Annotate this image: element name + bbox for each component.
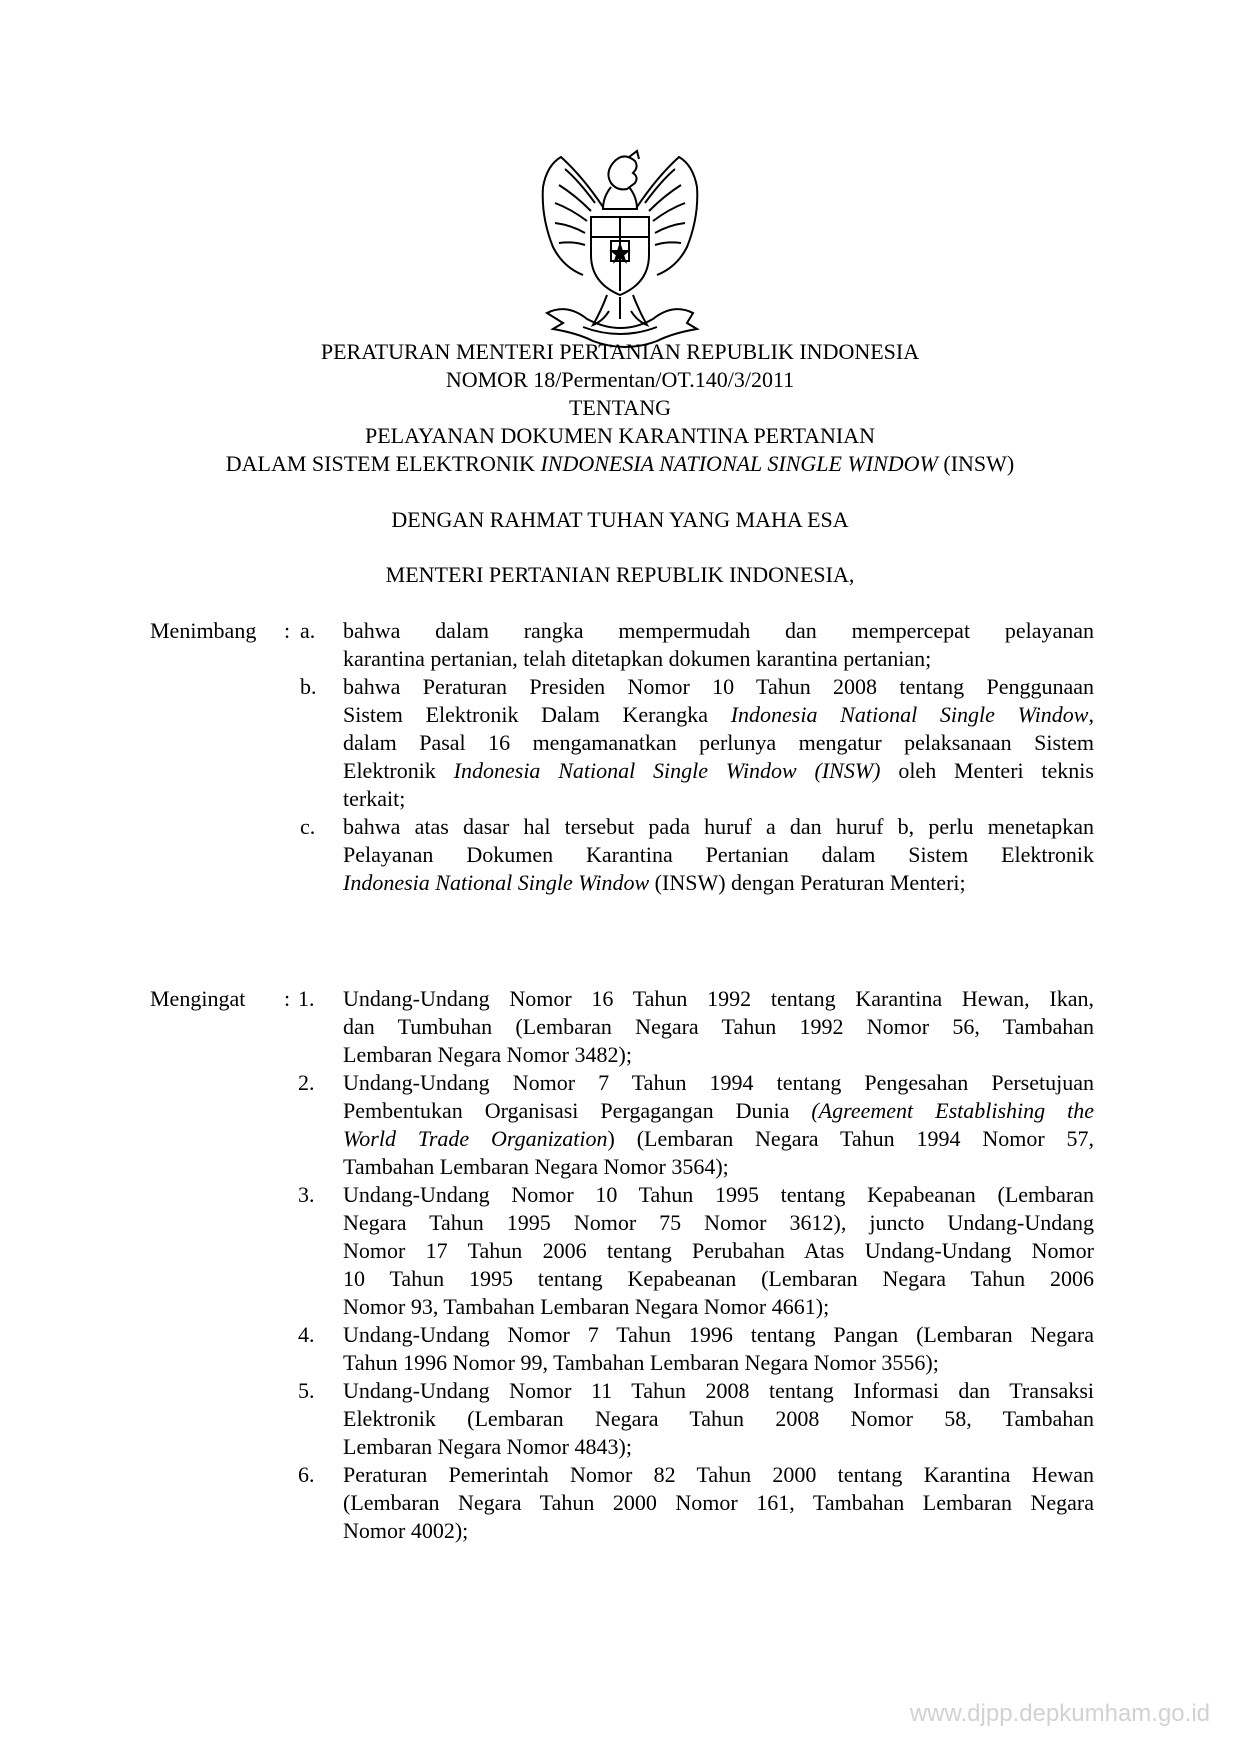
menimbang-item-line — [343, 757, 1094, 785]
text: oleh Menteri teknis — [880, 758, 1094, 783]
text: bahwa Peraturan Presiden Nomor 10 Tahun 2008 tentang Penggunaan — [343, 674, 1094, 699]
text: Tahun 1996 Nomor 99, Tambahan Lembaran Negara Nomor 3556); — [343, 1350, 939, 1375]
mengingat-item-line — [343, 1489, 1094, 1517]
mengingat-item-mark: 2. — [298, 1070, 315, 1095]
menimbang-item-line — [343, 701, 1094, 729]
text: terkait; — [343, 786, 406, 811]
title-line-5-part-a: DALAM SISTEM ELEKTRONIK — [225, 451, 541, 476]
text: Lembaran Negara Nomor 4843); — [343, 1434, 632, 1459]
text: Tambahan Lembaran Negara Nomor 3564); — [343, 1154, 729, 1179]
italic-text: (Agreement Establishing the — [811, 1098, 1094, 1123]
menimbang-item-line — [343, 645, 1094, 673]
menimbang-item-line — [343, 673, 1094, 701]
mengingat-item — [343, 1377, 1094, 1461]
menimbang-label: Menimbang — [150, 618, 257, 643]
title-line-5-part-b: INDONESIA NATIONAL SINGLE WINDOW — [540, 451, 938, 476]
menimbang-item-line — [343, 813, 1094, 841]
menimbang-item — [343, 673, 1094, 813]
mengingat-item — [343, 985, 1094, 1069]
text: (INSW) dengan Peraturan Menteri; — [649, 870, 966, 895]
mengingat-item-line — [343, 1097, 1094, 1125]
text: Sistem Elektronik Dalam Kerangka — [343, 702, 731, 727]
text: Undang-Undang Nomor 7 Tahun 1996 tentang Pangan (Lembaran Negara — [343, 1322, 1094, 1347]
mengingat-item-line — [343, 1293, 1094, 1321]
mengingat-item-line — [343, 1041, 1094, 1069]
text: Lembaran Negara Nomor 3482); — [343, 1042, 632, 1067]
mengingat-item-line — [343, 1209, 1094, 1237]
text: Undang-Undang Nomor 16 Tahun 1992 tentang Karantina Hewan, Ikan, — [343, 986, 1094, 1011]
title-line-5-part-c: (INSW) — [937, 451, 1015, 476]
mengingat-item-line — [343, 1349, 1094, 1377]
mengingat-item-line — [343, 1321, 1094, 1349]
mengingat-item-line — [343, 1237, 1094, 1265]
mengingat-item — [343, 1069, 1094, 1181]
italic-text: Indonesia National Single Window — [730, 702, 1089, 727]
text: Pembentukan Organisasi Pergagangan Dunia — [343, 1098, 812, 1123]
text: Elektronik — [343, 758, 454, 783]
text: Nomor 17 Tahun 2006 tentang Perubahan Atas Undang-Undang Nomor — [343, 1238, 1094, 1263]
text: Undang-Undang Nomor 11 Tahun 2008 tentang Informasi dan Transaksi — [343, 1378, 1094, 1403]
mengingat-label: Mengingat — [150, 986, 246, 1011]
text: Elektronik (Lembaran Negara Tahun 2008 Nomor 58, Tambahan — [343, 1406, 1094, 1431]
italic-text: Indonesia National Single Window (INSW) — [453, 758, 881, 783]
title-line-3: TENTANG — [568, 395, 672, 420]
menimbang-item — [343, 813, 1094, 897]
menimbang-item-line — [343, 729, 1094, 757]
mengingat-item-line — [343, 1265, 1094, 1293]
text: , — [1088, 702, 1094, 727]
mengingat-item-line — [343, 1461, 1094, 1489]
text: dalam Pasal 16 mengamanatkan perlunya mengatur pelaksanaan Sistem — [343, 730, 1094, 755]
title-line-2: NOMOR 18/Permentan/OT.140/3/2011 — [445, 367, 795, 392]
text: Negara Tahun 1995 Nomor 75 Nomor 3612), juncto Undang-Undang — [343, 1210, 1094, 1235]
mengingat-item-line — [343, 1377, 1094, 1405]
menimbang-item-mark: c. — [300, 814, 316, 839]
text: Nomor 93, Tambahan Lembaran Negara Nomor 4661); — [343, 1294, 830, 1319]
mengingat-item-line — [343, 1125, 1094, 1153]
text: Nomor 4002); — [343, 1518, 469, 1543]
mengingat-item-line — [343, 1405, 1094, 1433]
text: Peraturan Pemerintah Nomor 82 Tahun 2000 tentang Karantina Hewan — [343, 1462, 1094, 1487]
mengingat-item-mark: 4. — [298, 1322, 315, 1347]
mengingat-item-mark: 1. — [298, 986, 315, 1011]
text: bahwa atas dasar hal tersebut pada huruf a dan huruf b, perlu menetapkan — [343, 814, 1094, 839]
mengingat-item — [343, 1461, 1094, 1545]
italic-text: World Trade Organization — [343, 1126, 608, 1151]
mengingat-item-line — [343, 1013, 1094, 1041]
text: Pelayanan Dokumen Karantina Pertanian dalam Sistem Elektronik — [343, 842, 1094, 867]
mengingat-colon: : — [284, 986, 291, 1011]
text: Undang-Undang Nomor 10 Tahun 1995 tentang Kepabeanan (Lembaran — [343, 1182, 1094, 1207]
mengingat-item-mark: 5. — [298, 1378, 315, 1403]
title-line-5 — [0, 450, 1240, 478]
watermark: www.djpp.depkumham.go.id — [909, 1700, 1210, 1727]
title-line-4: PELAYANAN DOKUMEN KARANTINA PERTANIAN — [364, 423, 876, 448]
text: Undang-Undang Nomor 7 Tahun 1994 tentang Pengesahan Persetujuan — [343, 1070, 1094, 1095]
menimbang-item-mark: b. — [300, 674, 317, 699]
preamble-rahmat: DENGAN RAHMAT TUHAN YANG MAHA ESA — [391, 507, 849, 532]
menimbang-item-line — [343, 785, 1094, 813]
menimbang-colon: : — [284, 618, 291, 643]
preamble-menteri: MENTERI PERTANIAN REPUBLIK INDONESIA, — [385, 562, 855, 587]
text: ) (Lembaran Negara Tahun 1994 Nomor 57, — [607, 1126, 1095, 1151]
menimbang-item-line — [343, 617, 1094, 645]
text: karantina pertanian, telah ditetapkan dokumen karantina pertanian; — [343, 646, 932, 671]
garuda-emblem-icon — [525, 145, 715, 350]
menimbang-item-line — [343, 841, 1094, 869]
mengingat-item-line — [343, 1153, 1094, 1181]
text: bahwa dalam rangka mempermudah dan mempercepat pelayanan — [343, 618, 1094, 643]
italic-text: Indonesia National Single Window — [343, 870, 650, 895]
title-line-1: PERATURAN MENTERI PERTANIAN REPUBLIK INDONESIA — [320, 339, 920, 364]
mengingat-item-mark: 3. — [298, 1182, 315, 1207]
mengingat-item-line — [343, 1181, 1094, 1209]
mengingat-item — [343, 1181, 1094, 1321]
mengingat-item-mark: 6. — [298, 1462, 315, 1487]
mengingat-item-line — [343, 1517, 1094, 1545]
mengingat-item-line — [343, 985, 1094, 1013]
mengingat-item — [343, 1321, 1094, 1377]
mengingat-item-line — [343, 1433, 1094, 1461]
menimbang-item — [343, 617, 1094, 673]
text: dan Tumbuhan (Lembaran Negara Tahun 1992 Nomor 56, Tambahan — [343, 1014, 1094, 1039]
text: (Lembaran Negara Tahun 2000 Nomor 161, Tambahan Lembaran Negara — [343, 1490, 1094, 1515]
menimbang-item-mark: a. — [300, 618, 316, 643]
mengingat-item-line — [343, 1069, 1094, 1097]
text: 10 Tahun 1995 tentang Kepabeanan (Lembaran Negara Tahun 2006 — [343, 1266, 1094, 1291]
menimbang-item-line — [343, 869, 1094, 897]
